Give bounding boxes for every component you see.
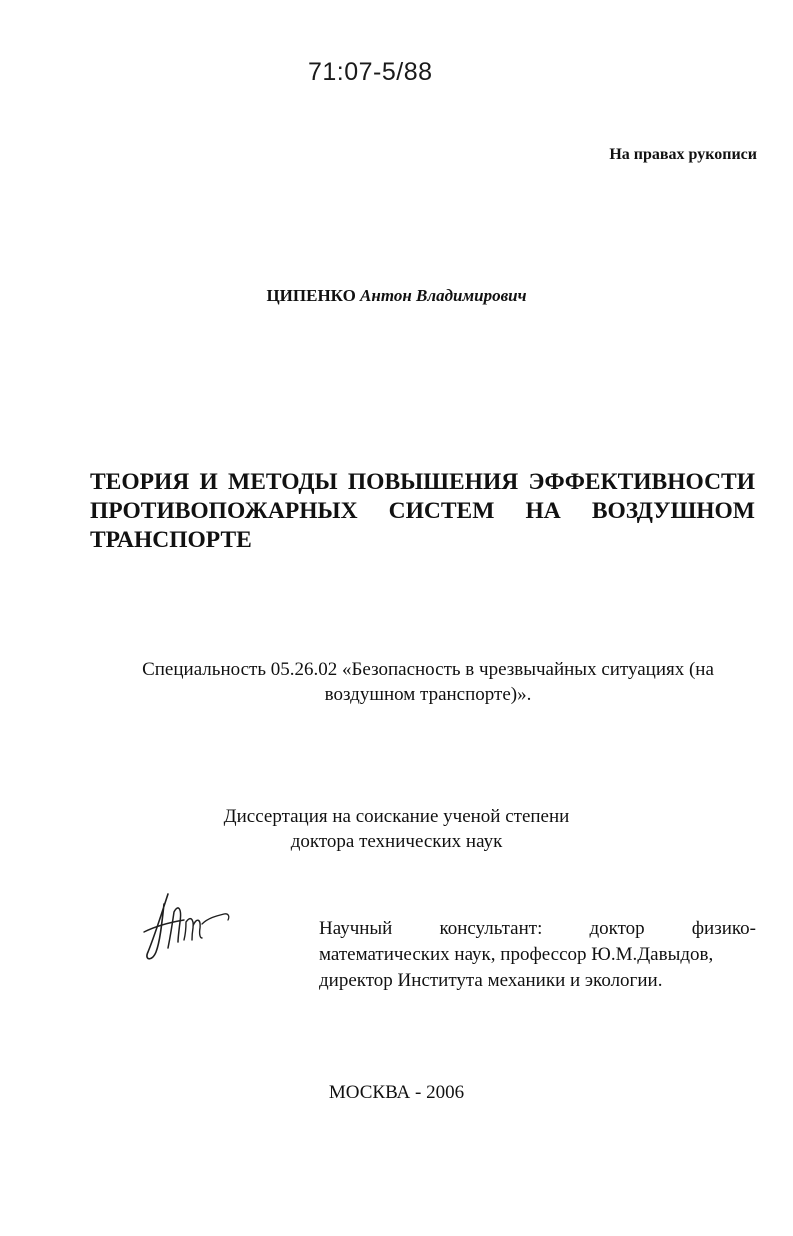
city-and-year: МОСКВА - 2006 bbox=[328, 1082, 465, 1103]
author-given-names: Антон Владимирович bbox=[360, 286, 527, 305]
manuscript-rights-note: На правах рукописи bbox=[609, 146, 757, 163]
consultant-line: Научный консультант: доктор физико- bbox=[319, 918, 756, 939]
degree-statement bbox=[0, 804, 793, 854]
author-surname: ЦИПЕНКО bbox=[266, 286, 356, 305]
consultant-line: математических наук, профессор Ю.М.Давыдов, bbox=[319, 944, 714, 965]
author-name bbox=[0, 286, 793, 306]
title-line: ТРАНСПОРТЕ bbox=[90, 527, 252, 553]
degree-line: доктора технических наук bbox=[290, 831, 503, 852]
dissertation-title bbox=[90, 468, 755, 555]
title-line: ТЕОРИЯ И МЕТОДЫ ПОВЫШЕНИЯ ЭФФЕКТИВНОСТИ bbox=[90, 469, 755, 495]
degree-line: Диссертация на соискание ученой степени bbox=[223, 806, 570, 827]
consultant-line: директор Института механики и экологии. bbox=[319, 970, 663, 991]
title-line: ПРОТИВОПОЖАРНЫХ СИСТЕМ НА ВОЗДУШНОМ bbox=[90, 498, 755, 524]
handwritten-signature bbox=[138, 882, 238, 964]
specialty-statement bbox=[128, 657, 728, 707]
scientific-consultant bbox=[319, 916, 756, 994]
specialty-line: Специальность 05.26.02 «Безопасность в чрезвычайных ситуациях (на bbox=[142, 659, 714, 680]
specialty-line: воздушном транспорте)». bbox=[324, 684, 532, 705]
archive-code: 71:07-5/88 bbox=[308, 58, 433, 86]
